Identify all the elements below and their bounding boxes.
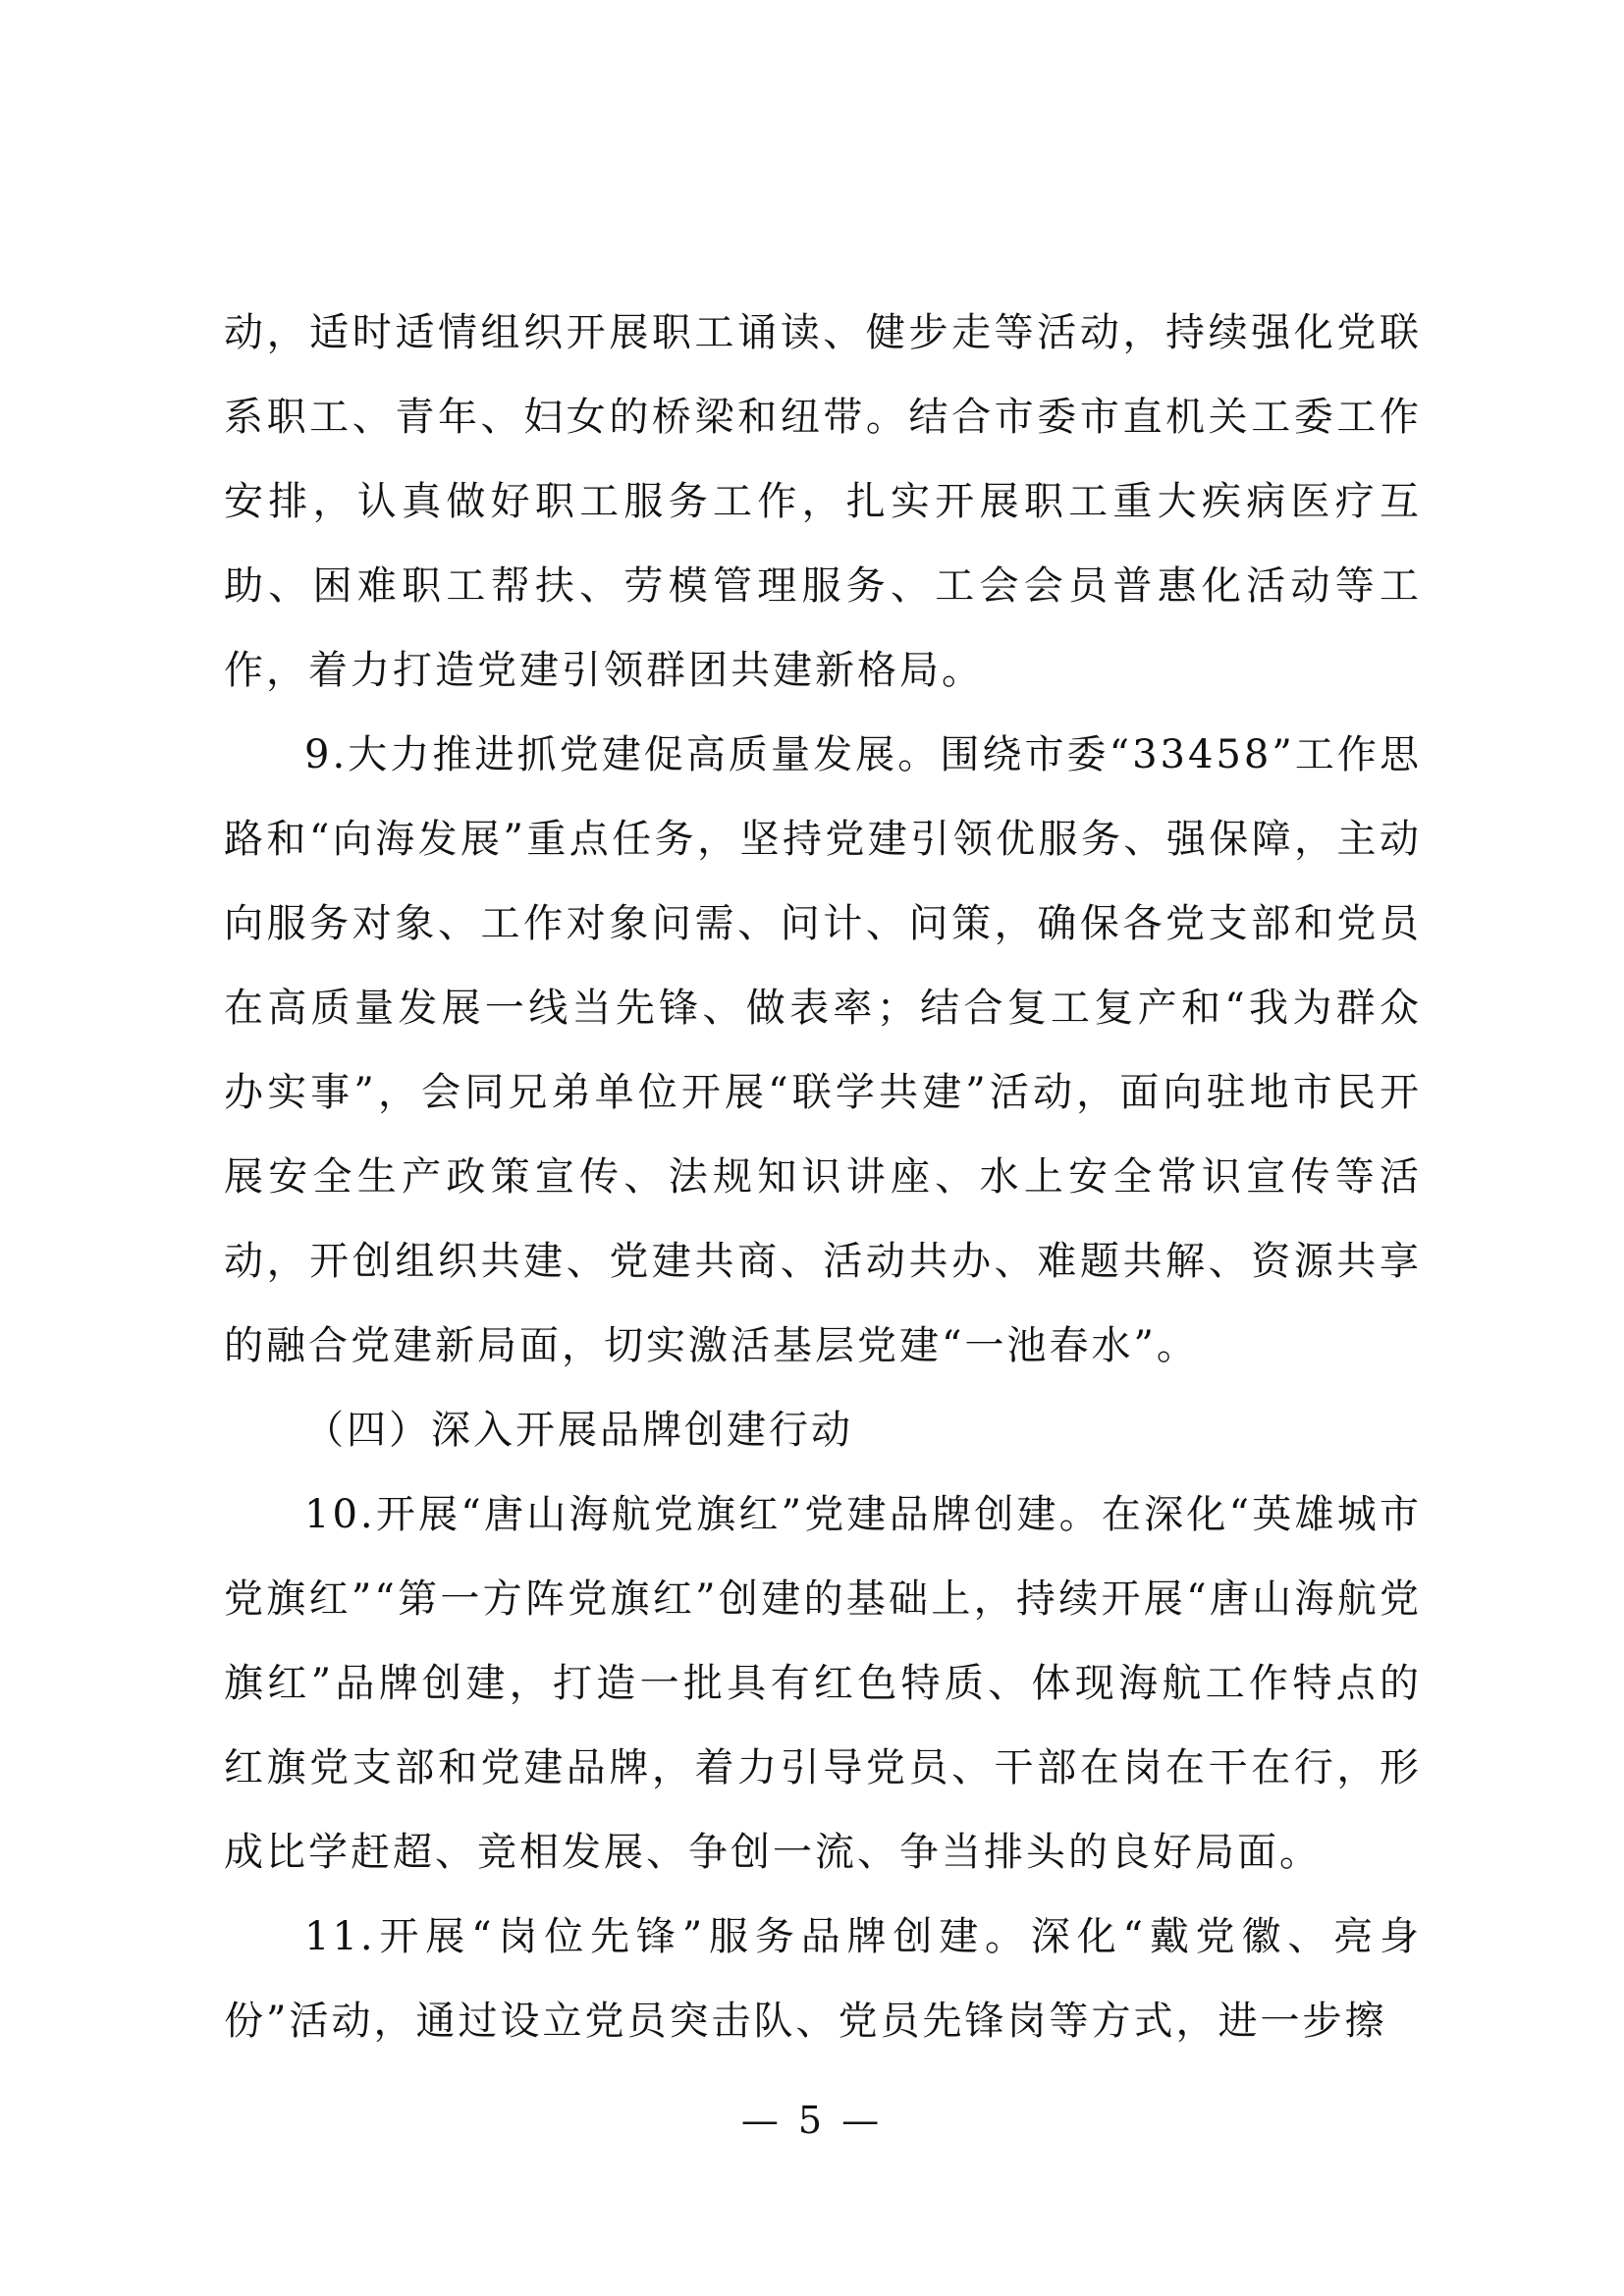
paragraph-item-9: 9.大力推进抓党建促高质量发展。围绕市委“33458”工作思路和“向海发展”重点任务，坚持党建引领优服务、强保障，主动向服务对象、工作对象问需、问计、问策，确保各党支部和党员在高质量发展一线当先锋、做表率；结合复工复产和“我为群众办实事”，会同兄弟单位开展“联学共建”活动，面向驻地市民开展安全生产政策宣传、法规知识讲座、水上安全常识宣传等活动，开创组织共建、党建共商、活动共办、难题共解、资源共享的融合党建新局面，切实激活基层党建“一池春水”。 [224, 732, 1422, 1368]
page-body [224, 291, 1422, 2063]
paragraph-continuation: 动，适时适情组织开展职工诵读、健步走等活动，持续强化党联系职工、青年、妇女的桥梁和纽带。结合市委市直机关工委工作安排，认真做好职工服务工作，扎实开展职工重大疾病医疗互助、困难职工帮扶、劳模管理服务、工会会员普惠化活动等工作，着力打造党建引领群团共建新格局。 [224, 310, 1422, 693]
paragraph-item-11: 11.开展“岗位先锋”服务品牌创建。深化“戴党徽、亮身份”活动，通过设立党员突击队、党员先锋岗等方式，进一步擦 [224, 1914, 1422, 2044]
page-number: — 5 — [740, 2099, 884, 2142]
section-heading: （四）深入开展品牌创建行动 [304, 1408, 853, 1453]
paragraph-item-10: 10.开展“唐山海航党旗红”党建品牌创建。在深化“英雄城市党旗红”“第一方阵党旗红”创建的基础上，持续开展“唐山海航党旗红”品牌创建，打造一批具有红色特质、体现海航工作特点的红旗党支部和党建品牌，着力引导党员、干部在岗在干在行，形成比学赶超、竞相发展、争创一流、争当排头的良好局面。 [224, 1492, 1422, 1875]
